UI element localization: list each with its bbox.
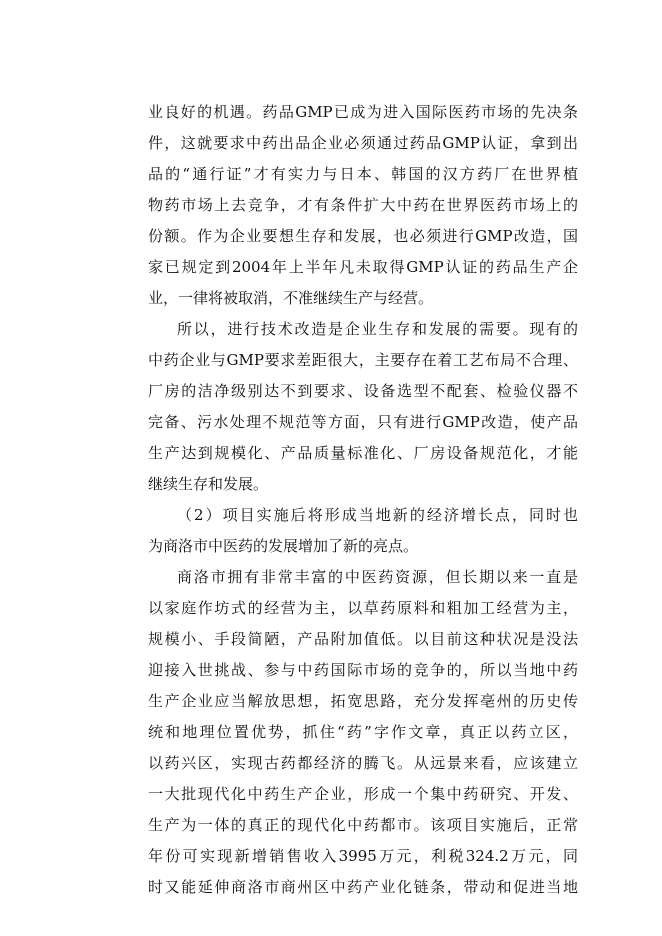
text-line-1: 业良好的机遇。药品GMP已成为进入国际医药市场的先决条 (148, 103, 578, 121)
text-line-19: 迎接入世挑战、参与中药国际市场的竞争的，所以当地中药 (148, 661, 578, 679)
text-line-3: 品的“通行证”才有实力与日本、韩国的汉方药厂在世界植 (148, 165, 578, 183)
text-line-22: 以药兴区，实现古药都经济的腾飞。从远景来看，应该建立 (148, 754, 578, 772)
text-line-15: 为商洛市中医药的发展增加了新的亮点。 (148, 537, 419, 555)
text-line-12: 生产达到规模化、产品质量标准化、厂房设备规范化，才能 (148, 444, 578, 462)
text-line-4: 物药市场上去竞争，才有条件扩大中药在世界医药市场上的 (148, 196, 578, 214)
text-line-6: 家已规定到2004年上半年凡未取得GMP认证的药品生产企 (148, 258, 578, 276)
text-line-21: 统和地理位置优势，抓住“药”字作文章，真正以药立区， (148, 723, 578, 741)
text-line-17: 以家庭作坊式的经营为主，以草药原料和粗加工经营为主， (148, 599, 578, 617)
text-line-14: （2）项目实施后将形成当地新的经济增长点，同时也 (177, 506, 578, 524)
text-line-11: 完备、污水处理不规范等方面，只有进行GMP改造，使产品 (148, 413, 578, 431)
text-line-20: 生产企业应当解放思想，拓宽思路，充分发挥亳州的历史传 (148, 692, 578, 710)
text-line-13: 继续生存和发展。 (148, 475, 269, 493)
text-line-10: 厂房的洁净级别达不到要求、设备选型不配套、检验仪器不 (148, 382, 578, 400)
text-line-25: 年份可实现新增销售收入3995万元，利税324.2万元，同 (148, 847, 578, 865)
text-line-5: 份额。作为企业要想生存和发展，也必须进行GMP改造，国 (148, 227, 578, 245)
text-line-24: 生产为一体的真正的现代化中药都市。该项目实施后，正常 (148, 816, 578, 834)
text-line-2: 件，这就要求中药出品企业必须通过药品GMP认证，拿到出 (148, 134, 578, 152)
text-line-8: 所以，进行技术改造是企业生存和发展的需要。现有的 (177, 320, 578, 338)
text-line-18: 规模小、手段简陋，产品附加值低。以目前这种状况是没法 (148, 630, 578, 648)
text-line-9: 中药企业与GMP要求差距很大，主要存在着工艺布局不合理、 (148, 351, 578, 369)
text-line-23: 一大批现代化中药生产企业，形成一个集中药研究、开发、 (148, 785, 578, 803)
text-line-16: 商洛市拥有非常丰富的中医药资源，但长期以来一直是 (177, 568, 578, 586)
text-line-26: 时又能延伸商洛市商州区中药产业化链条，带动和促进当地 (148, 878, 578, 896)
text-line-7: 业，一律将被取消，不准继续生产与经营。 (148, 289, 434, 307)
